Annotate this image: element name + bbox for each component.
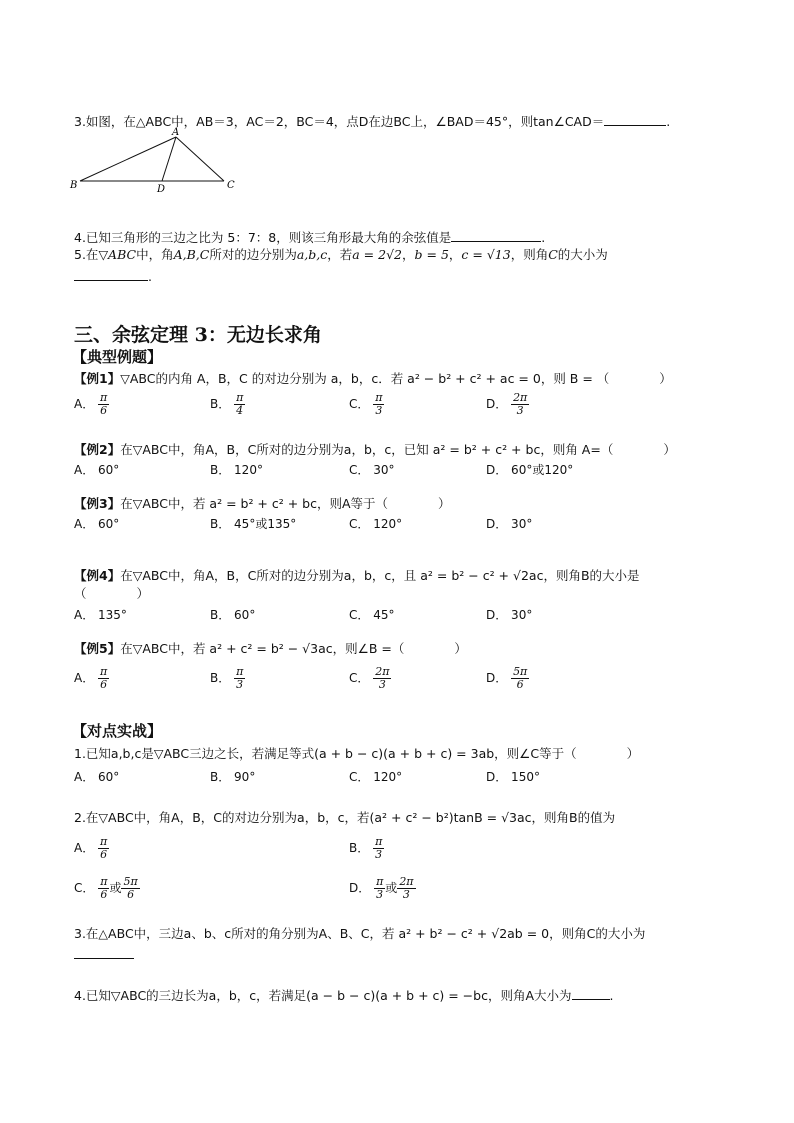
option-c[interactable]: C． $\frac{2\pi}{3}$ [349, 665, 390, 691]
practice-3-answer [74, 946, 134, 963]
problem-5: 5.在▽ABC中，角A,B,C所对的边分别为a,b,c，若a = 2√2，b = 5，c = √13，则角C的大小为 [74, 247, 608, 262]
option-a[interactable]: A． 60° [74, 517, 120, 531]
option-d[interactable]: D． 60°或120° [486, 463, 574, 477]
practice-4: 4.已知▽ABC的三边长为a，b，c，若满足(a − b − c)(a + b + c) = −bc，则角A大小为 . [74, 988, 614, 1003]
answer-blank [74, 946, 134, 959]
option-b[interactable]: B． 120° [210, 463, 263, 477]
section-title: 三、余弦定理 3：无边长求角 [74, 324, 322, 346]
answer-blank [604, 113, 666, 126]
example-2: 【例2】在▽ABC中，角A，B，C所对的边分别为a，b，c，已知 a² = b² + c² + bc，则角 A=（ ） [74, 442, 676, 457]
option-d[interactable]: D． $\frac{2\pi}{3}$ [486, 391, 528, 417]
label-c: C [227, 180, 235, 191]
option-d[interactable]: D． 30° [486, 608, 533, 622]
option-c[interactable]: C． 30° [349, 463, 395, 477]
label-d: D [157, 184, 166, 195]
problem-3: 3.如图，在△ABC中，AB＝3，AC＝2，BC＝4，点D在边BC上，∠BAD＝45°，则tan∠CAD＝ . [74, 114, 671, 129]
option-b[interactable]: B． $\frac{\pi}{4}$ [210, 391, 244, 417]
option-d[interactable]: D． 150° [486, 770, 540, 784]
practice-2: 2.在▽ABC中，角A，B，C的对边分别为a，b，c，若(a² + c² − b²)tanB = √3ac，则角B的值为 [74, 810, 616, 825]
option-c[interactable]: C． 45° [349, 608, 395, 622]
option-a[interactable]: A． 60° [74, 770, 120, 784]
problem-4: 4.已知三角形的三边之比为 5：7：8，则该三角形最大角的余弦值是 . [74, 230, 546, 245]
example-5: 【例5】在▽ABC中，若 a² + c² = b² − √3ac，则∠B =（ ） [74, 641, 467, 656]
option-d[interactable]: D． $\frac{\pi}{3}$ 或 $\frac{2\pi}{3}$ [349, 875, 414, 901]
option-a[interactable]: A． 135° [74, 608, 127, 622]
practice-3: 3.在△ABC中，三边a、b、c所对的角分别为A、B、C，若 a² + b² − c² + √2ab = 0，则角C的大小为 [74, 926, 646, 941]
option-b[interactable]: B． $\frac{\pi}{3}$ [349, 835, 383, 861]
option-b[interactable]: B． 45°或135° [210, 517, 297, 531]
option-b[interactable]: B． 60° [210, 608, 256, 622]
option-a[interactable]: A． $\frac{\pi}{6}$ [74, 835, 108, 861]
example-4: 【例4】在▽ABC中，角A，B，C所对的边分别为a，b，c，且 a² = b² − c² + √2ac，则角B的大小是 [74, 568, 640, 583]
option-a[interactable]: A． $\frac{\pi}{6}$ [74, 391, 108, 417]
option-c[interactable]: C． 120° [349, 770, 403, 784]
option-c[interactable]: C． $\frac{\pi}{3}$ [349, 391, 383, 417]
option-b[interactable]: B． 90° [210, 770, 256, 784]
answer-blank [451, 229, 541, 242]
option-c[interactable]: C． 120° [349, 517, 403, 531]
answer-blank [572, 987, 610, 1000]
option-d[interactable]: D． $\frac{5\pi}{6}$ [486, 665, 528, 691]
practice-1: 1.已知a,b,c是▽ABC三边之长，若满足等式(a + b − c)(a + b + c) = 3ab，则∠C等于（ ） [74, 746, 640, 761]
option-c[interactable]: C． $\frac{\pi}{6}$ 或 $\frac{5\pi}{6}$ [74, 875, 138, 901]
option-a[interactable]: A． $\frac{\pi}{6}$ [74, 665, 108, 691]
option-d[interactable]: D． 30° [486, 517, 533, 531]
label-a: A [172, 127, 180, 138]
option-b[interactable]: B． $\frac{\pi}{3}$ [210, 665, 244, 691]
problem-5-answer: . [74, 268, 152, 285]
triangle-figure [66, 126, 246, 196]
option-a[interactable]: A． 60° [74, 463, 120, 477]
label-b: B [70, 180, 78, 191]
example-4-cont: （ ） [74, 586, 150, 601]
practice-heading: 【对点实战】 [72, 722, 163, 740]
typical-examples-heading: 【典型例题】 [72, 348, 163, 366]
example-1: 【例1】▽ABC的内角 A，B，C 的对边分别为 a，b，c．若 a² − b² + c² + ac = 0，则 B = （ ） [74, 371, 672, 386]
answer-blank [74, 268, 148, 281]
example-3: 【例3】在▽ABC中，若 a² = b² + c² + bc，则A等于（ ） [74, 496, 451, 511]
